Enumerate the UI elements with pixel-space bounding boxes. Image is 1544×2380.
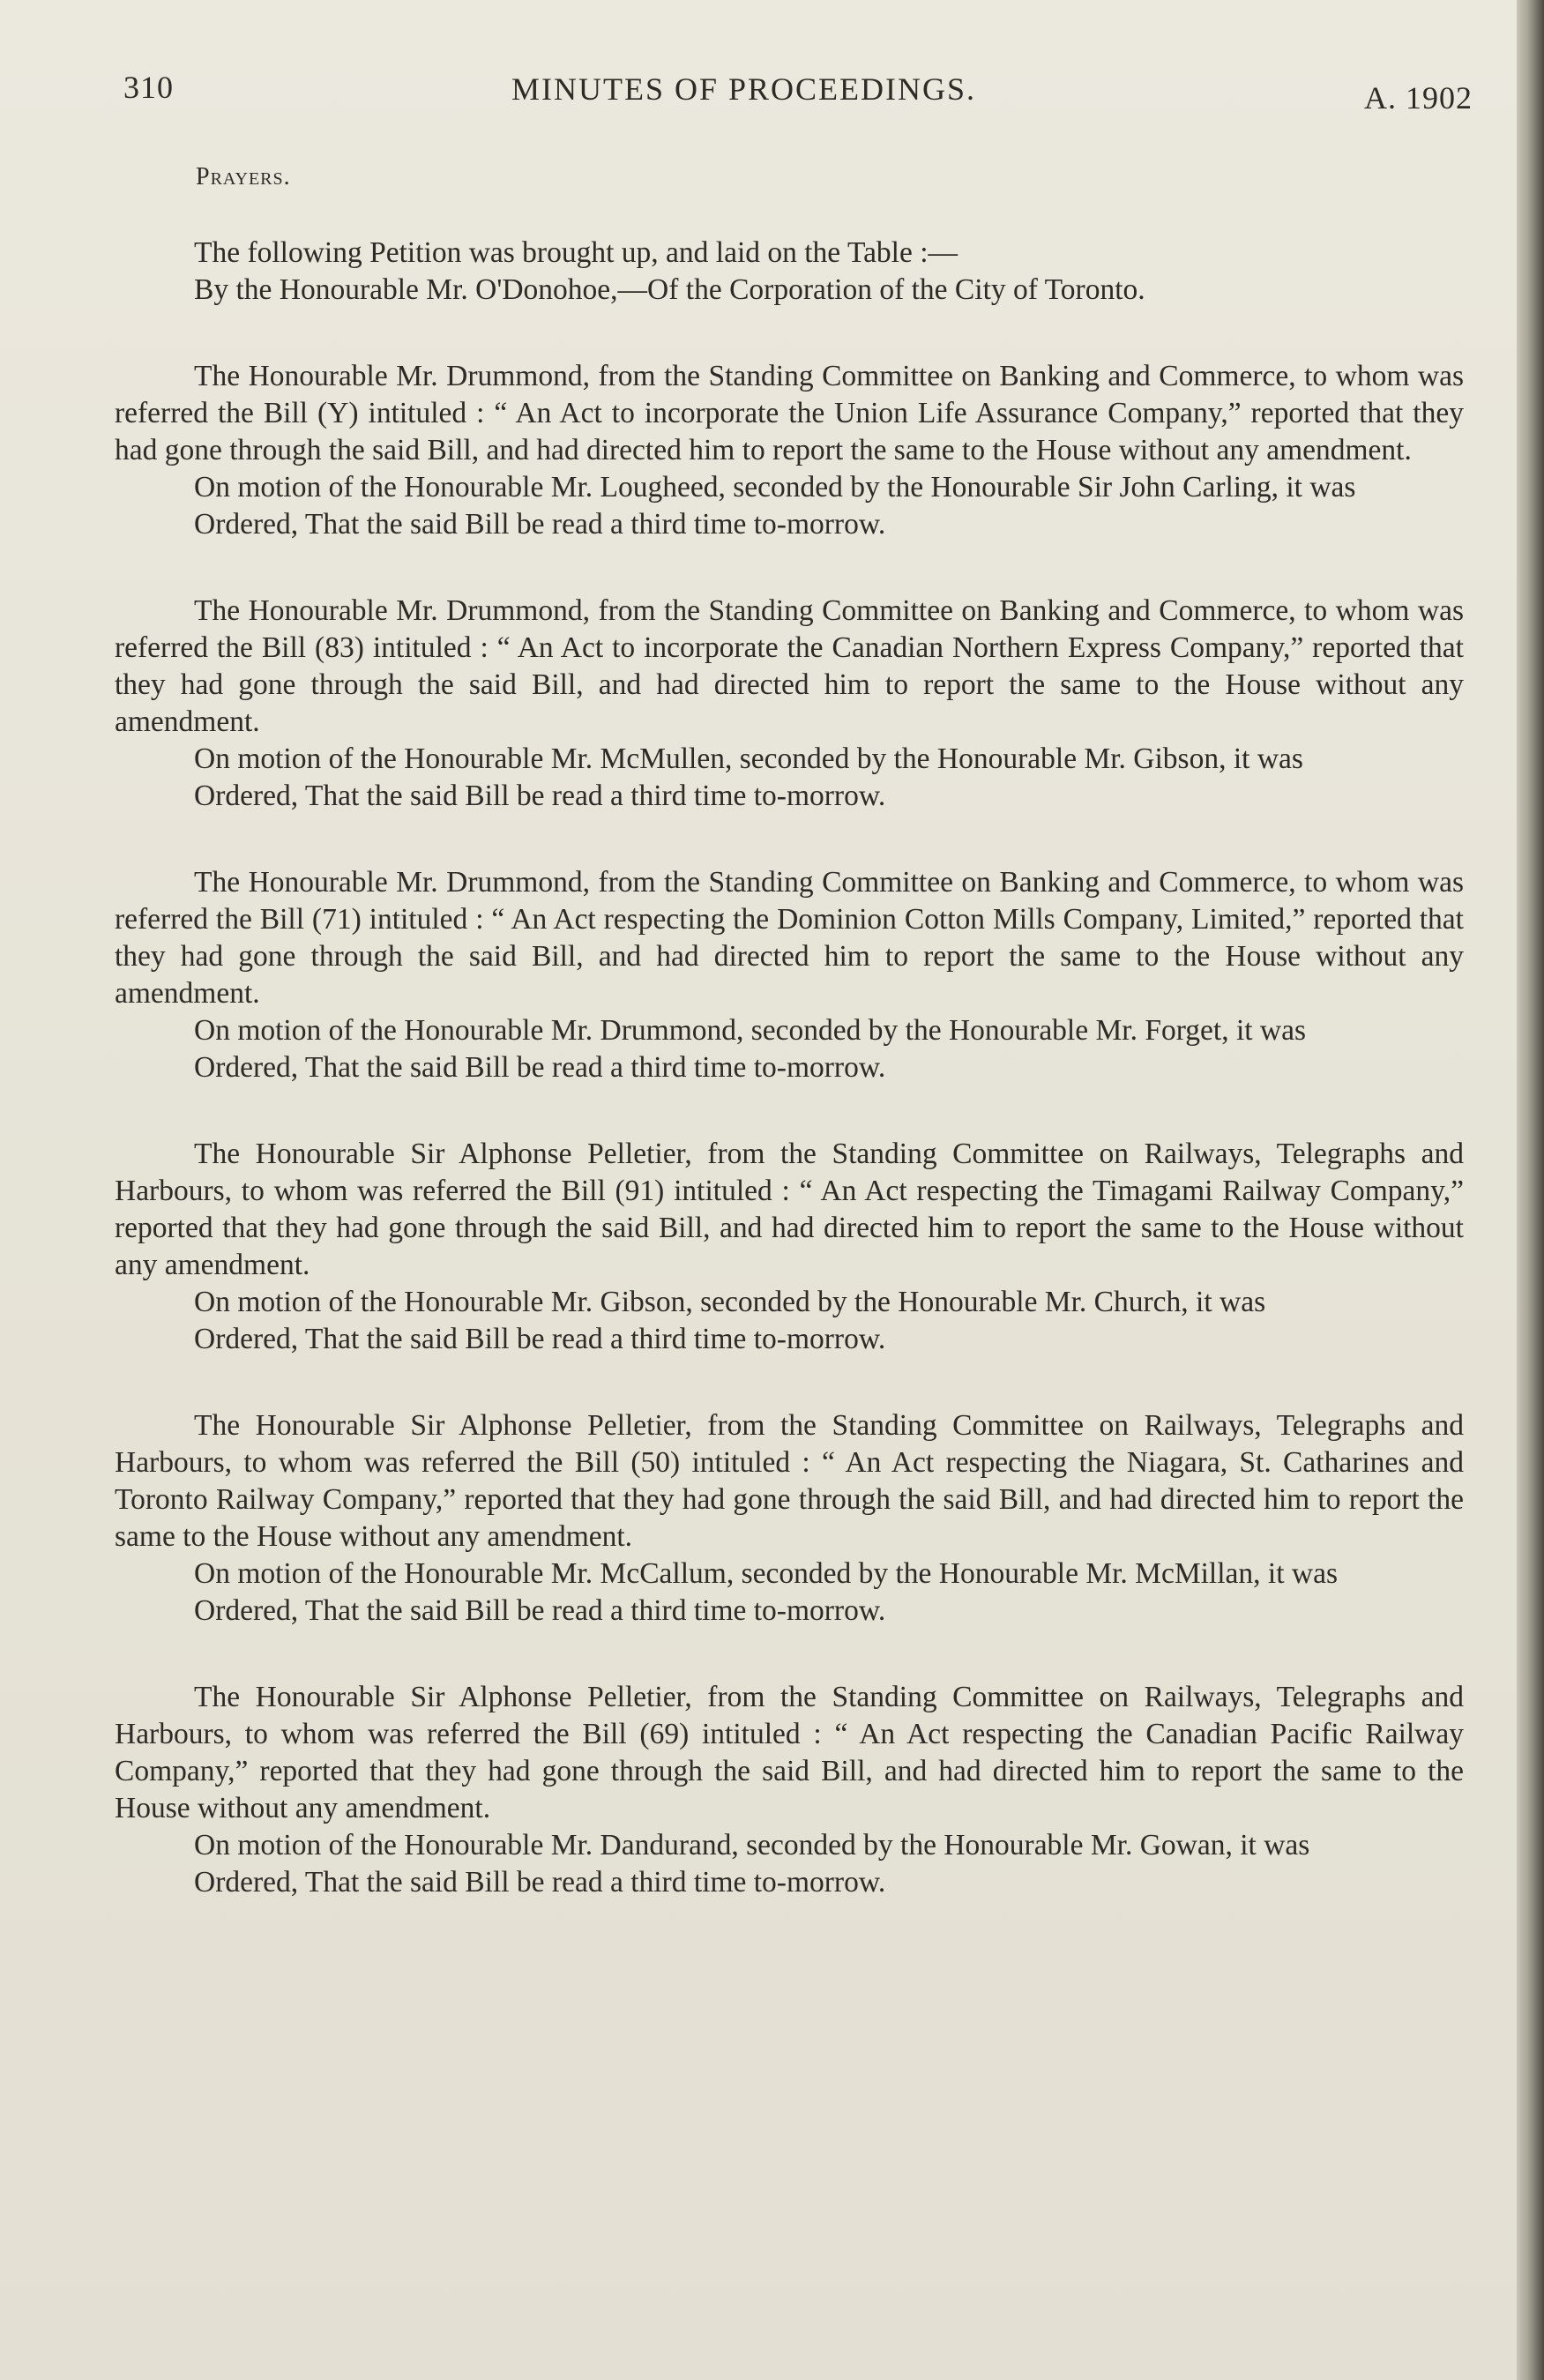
petition-block [115,235,1464,309]
entry-block [115,358,1464,543]
entry-block [115,593,1464,815]
entry-order: Ordered, That the said Bill be read a third time to-morrow. [194,780,886,812]
entry-block [115,864,1464,1086]
entry-order: Ordered, That the said Bill be read a third time to-morrow. [194,1594,886,1627]
document-body [115,159,1464,1901]
entry-block [115,1407,1464,1630]
prayers-heading: Prayers. [196,163,291,190]
entry-report: The Honourable Sir Alphonse Pelletier, from the Standing Committee on Railways, Telegraphs and Harbours, to whom was referred the Bill (91) intituled : “ An Act respecting the Timagami Railway Company,” reported that they had gone through the said Bill, and had directed him to report the same to the House without any amendment. [115,1138,1464,1281]
entry-motion: On motion of the Honourable Mr. Dandurand, seconded by the Honourable Mr. Gowan, it was [194,1829,1310,1861]
entry-report: The Honourable Sir Alphonse Pelletier, from the Standing Committee on Railways, Telegraphs and Harbours, to whom was referred the Bill (69) intituled : “ An Act respecting the Canadian Pacific Railway Company,” reported that they had gone through the said Bill, and had directed him to report the same to the House without any amendment. [115,1681,1464,1824]
entry-report: The Honourable Mr. Drummond, from the Standing Committee on Banking and Commerce, to whom was referred the Bill (71) intituled : “ An Act respecting the Dominion Cotton Mills Company, Limited,” reported that they had gone through the said Bill, and had directed him to report the same to the House without any amendment. [115,866,1464,1010]
entry-order: Ordered, That the said Bill be read a third time to-morrow. [194,1051,886,1084]
page-edge [1517,0,1544,2380]
entry-order: Ordered, That the said Bill be read a third time to-morrow. [194,1866,886,1899]
entry-order: Ordered, That the said Bill be read a third time to-morrow. [194,1323,886,1355]
petition-intro: The following Petition was brought up, and laid on the Table :— [194,236,958,269]
entry-report: The Honourable Mr. Drummond, from the Standing Committee on Banking and Commerce, to whom was referred the Bill (Y) intituled : “ An Act to incorporate the Union Life Assurance Company,” reported that they had gone through the said Bill, and had directed him to report the same to the House without any amendment. [115,360,1464,466]
page-number: 310 [123,70,174,105]
entry-motion: On motion of the Honourable Mr. Lougheed, seconded by the Honourable Sir John Carling, it was [194,471,1356,504]
entry-motion: On motion of the Honourable Mr. McMullen, seconded by the Honourable Mr. Gibson, it was [194,742,1303,775]
page-header [123,69,1473,122]
entry-report: The Honourable Mr. Drummond, from the Standing Committee on Banking and Commerce, to whom was referred the Bill (83) intituled : “ An Act to incorporate the Canadian Northern Express Company,” reported that they had gone through the said Bill, and had directed him to report the same to the House without any amendment. [115,594,1464,738]
entry-motion: On motion of the Honourable Mr. Drummond, seconded by the Honourable Mr. Forget, it was [194,1014,1307,1047]
entry-order: Ordered, That the said Bill be read a third time to-morrow. [194,508,886,541]
page-year: A. 1902 [1364,80,1473,116]
entry-report: The Honourable Sir Alphonse Pelletier, from the Standing Committee on Railways, Telegraphs and Harbours, to whom was referred the Bill (50) intituled : “ An Act respecting the Niagara, St. Catharines and Toronto Railway Company,” reported that they had gone through the said Bill, and had directed him to report the same to the House without any amendment. [115,1409,1464,1553]
entry-motion: On motion of the Honourable Mr. Gibson, seconded by the Honourable Mr. Church, it was [194,1286,1266,1318]
page-title: MINUTES OF PROCEEDINGS. [511,71,977,107]
entry-block [115,1136,1464,1358]
entry-block [115,1679,1464,1901]
entry-motion: On motion of the Honourable Mr. McCallum, seconded by the Honourable Mr. McMillan, it was [194,1557,1338,1590]
petition-by: By the Honourable Mr. O'Donohoe,—Of the Corporation of the City of Toronto. [194,273,1145,306]
